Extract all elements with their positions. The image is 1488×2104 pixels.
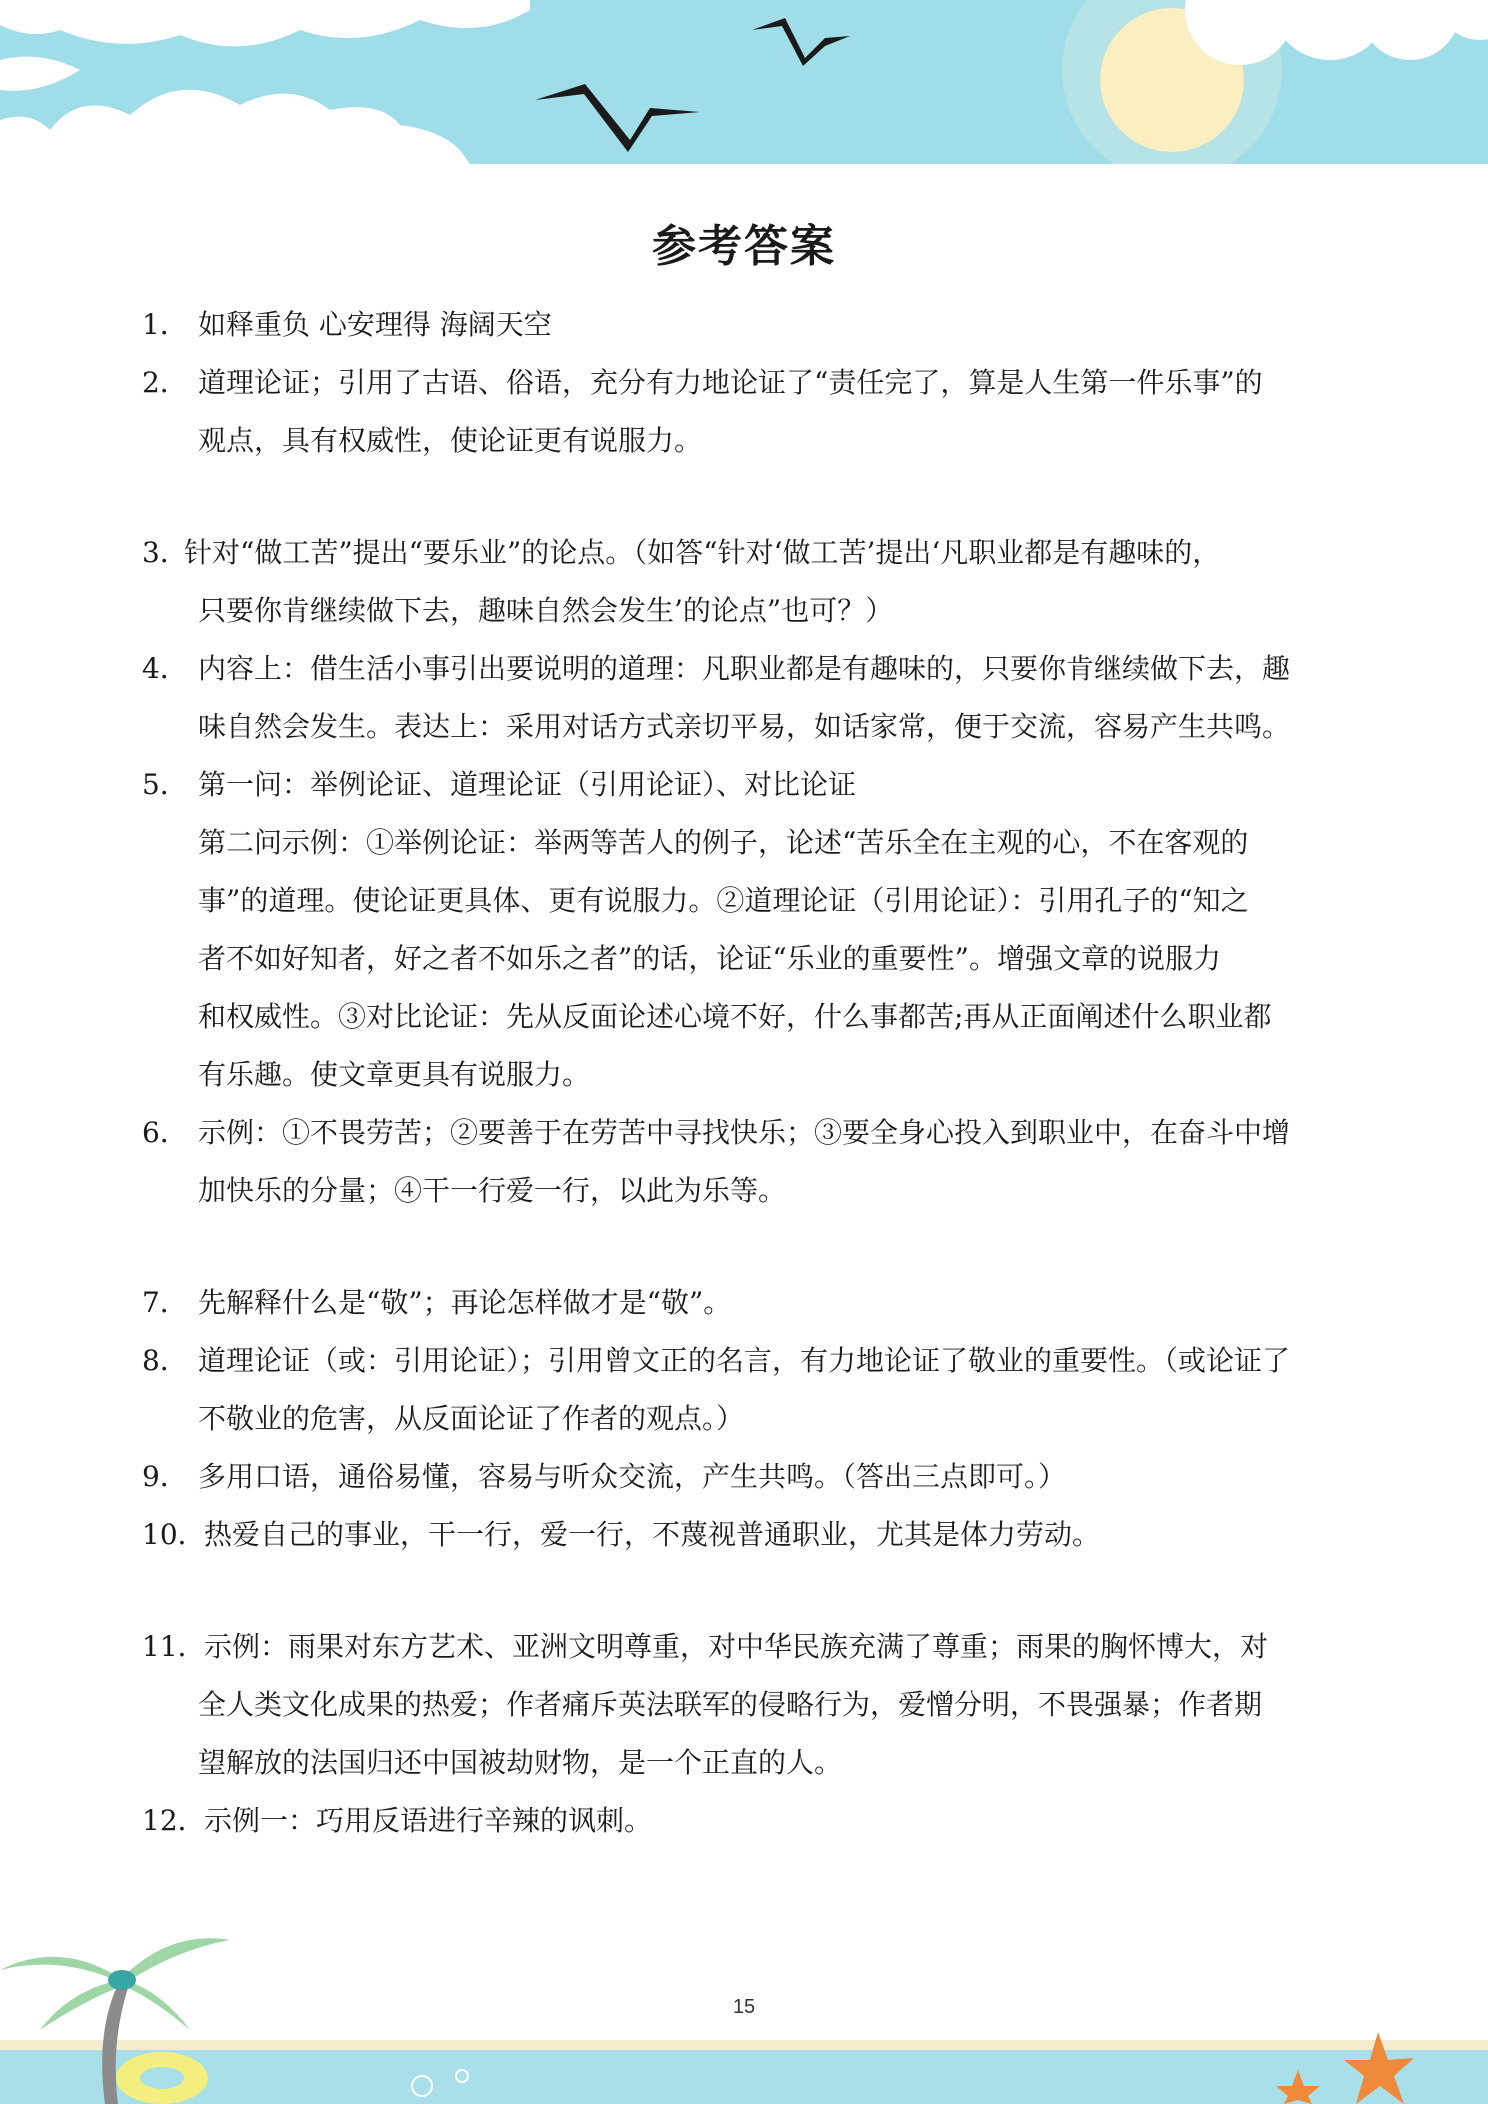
answer-number: 12．: [142, 1804, 206, 1837]
sand-strip: [0, 2040, 1488, 2050]
footer-beach-illustration: [0, 1900, 1488, 2104]
answer-text: 望解放的法国归还中国被劫财物，是一个正直的人。: [198, 1746, 843, 1779]
page-title: 参考答案: [652, 221, 836, 272]
answer-number: 10．: [142, 1518, 206, 1551]
answer-number: 1．: [142, 308, 188, 341]
answer-text: 不敬业的危害，从反面论证了作者的观点。）: [198, 1402, 745, 1435]
answer-text: 针对“做工苦”提出“要乐业”的论点。（如答“针对‘做工苦’提出‘凡职业都是有趣味的，: [184, 536, 1221, 569]
answer-text: 热爱自己的事业，干一行，爱一行，不蔑视普通职业，尤其是体力劳动。: [204, 1518, 1101, 1551]
answer-item-8: [142, 1332, 1350, 1448]
answer-number: 5．: [142, 768, 188, 801]
answer-item-7: [142, 1274, 1350, 1332]
answer-item-2: [142, 354, 1350, 470]
answer-text: 示例：雨果对东方艺术、亚洲文明尊重，对中华民族充满了尊重；雨果的胸怀博大，对: [204, 1630, 1269, 1663]
answer-text: 有乐趣。使文章更具有说服力。: [198, 1058, 591, 1091]
answer-item-6: [142, 1104, 1350, 1220]
answer-text: 内容上：借生活小事引出要说明的道理：凡职业都是有趣味的，只要你肯继续做下去，趣: [198, 652, 1291, 685]
header-sky-illustration: [0, 0, 1488, 170]
answer-text: 加快乐的分量；④干一行爱一行，以此为乐等。: [198, 1174, 787, 1207]
answer-text: 和权威性。③对比论证：先从反面论述心境不好，什么事都苦;再从正面阐述什么职业都: [198, 1000, 1272, 1033]
lifebuoy-icon: [116, 2052, 208, 2104]
answer-number: 11．: [142, 1630, 206, 1663]
page-number: 15: [732, 1996, 756, 2018]
answer-number: 4．: [142, 652, 188, 685]
answer-number: 2．: [142, 366, 188, 399]
answer-item-12: [142, 1792, 1350, 1850]
answer-text: 事”的道理。使论证更具体、更有说服力。②道理论证（引用论证）：引用孔子的“知之: [198, 884, 1249, 917]
answer-number: 6．: [142, 1116, 188, 1149]
answer-text: 第二问示例：①举例论证：举两等苦人的例子，论述“苦乐全在主观的心，不在客观的: [198, 826, 1249, 859]
sea-background: [0, 2050, 1488, 2104]
answer-list: [142, 296, 1350, 1850]
answer-text: 全人类文化成果的热爱；作者痛斥英法联军的侵略行为，爱憎分明，不畏强暴；作者期: [198, 1688, 1263, 1721]
answer-text: 示例一：巧用反语进行辛辣的讽刺。: [204, 1804, 653, 1837]
answer-text: 只要你肯继续做下去，趣味自然会发生’的论点”也可？）: [198, 594, 894, 627]
answer-text: 道理论证；引用了古语、俗语，充分有力地论证了“责任完了，算是人生第一件乐事”的: [198, 366, 1263, 399]
answer-item-10: [142, 1506, 1350, 1564]
answer-item-11: [142, 1618, 1350, 1792]
answer-number: 8．: [142, 1344, 188, 1377]
answer-item-3: [142, 524, 1350, 640]
answer-text: 观点，具有权威性，使论证更有说服力。: [198, 424, 703, 457]
answer-number: 7．: [142, 1286, 188, 1319]
answer-item-5: [142, 756, 1350, 1104]
answer-item-1: [142, 296, 1350, 354]
answer-text: 者不如好知者，好之者不如乐之者”的话，论证“乐业的重要性”。增强文章的说服力: [198, 942, 1221, 975]
answer-text: 味自然会发生。表达上：采用对话方式亲切平易，如话家常，便于交流，容易产生共鸣。: [198, 710, 1291, 743]
answer-number: 3．: [142, 536, 188, 569]
answer-number: 9．: [142, 1460, 188, 1493]
answer-text: 如释重负 心安理得 海阔天空: [198, 308, 552, 341]
answer-text: 示例：①不畏劳苦；②要善于在劳苦中寻找快乐；③要全身心投入到职业中，在奋斗中增: [198, 1116, 1291, 1149]
answer-text: 多用口语，通俗易懂，容易与听众交流，产生共鸣。（答出三点即可。）: [198, 1460, 1067, 1493]
answer-item-4: [142, 640, 1350, 756]
answer-text: 第一问：举例论证、道理论证（引用论证）、对比论证: [198, 768, 857, 801]
answer-item-9: [142, 1448, 1350, 1506]
answer-text: 道理论证（或：引用论证）；引用曾文正的名言，有力地论证了敬业的重要性。（或论证了: [198, 1344, 1291, 1377]
answer-text: 先解释什么是“敬”；再论怎样做才是“敬”。: [198, 1286, 732, 1319]
